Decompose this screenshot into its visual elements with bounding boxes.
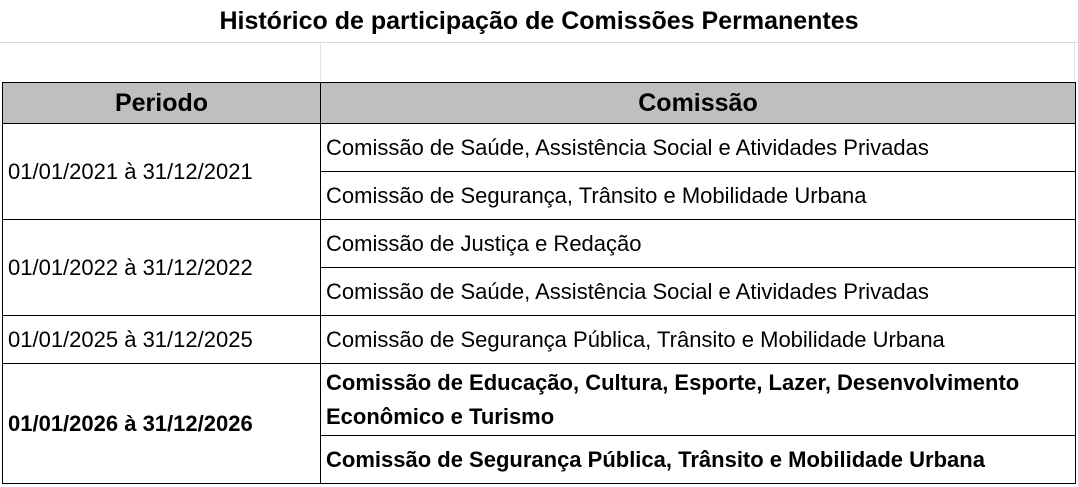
period-cell: 01/01/2025 à 31/12/2025 — [3, 316, 321, 364]
table-row — [3, 364, 1076, 436]
commission-cell: Comissão de Educação, Cultura, Esporte, Lazer, Desenvolvimento Econômico e Turismo — [321, 364, 1076, 436]
commission-cell: Comissão de Justiça e Redação — [321, 220, 1076, 268]
commission-cell: Comissão de Saúde, Assistência Social e Atividades Privadas — [321, 124, 1076, 172]
period-cell: 01/01/2021 à 31/12/2021 — [3, 124, 321, 220]
table-row — [3, 316, 1076, 364]
table-row — [3, 220, 1076, 268]
commissions-table — [2, 82, 1076, 484]
commission-cell: Comissão de Saúde, Assistência Social e Atividades Privadas — [321, 268, 1076, 316]
commission-cell: Comissão de Segurança Pública, Trânsito e Mobilidade Urbana — [321, 436, 1076, 484]
commission-cell: Comissão de Segurança Pública, Trânsito e Mobilidade Urbana — [321, 316, 1076, 364]
period-header: Periodo — [3, 83, 321, 124]
spacer-row — [0, 43, 1078, 81]
header-row — [3, 83, 1076, 124]
period-cell: 01/01/2026 à 31/12/2026 — [3, 364, 321, 484]
gridline — [320, 43, 321, 81]
period-cell: 01/01/2022 à 31/12/2022 — [3, 220, 321, 316]
page-title: Histórico de participação de Comissões Permanentes — [0, 0, 1078, 43]
commission-cell: Comissão de Segurança, Trânsito e Mobilidade Urbana — [321, 172, 1076, 220]
table-row — [3, 124, 1076, 172]
commission-header: Comissão — [321, 83, 1076, 124]
gridline — [1074, 43, 1075, 81]
